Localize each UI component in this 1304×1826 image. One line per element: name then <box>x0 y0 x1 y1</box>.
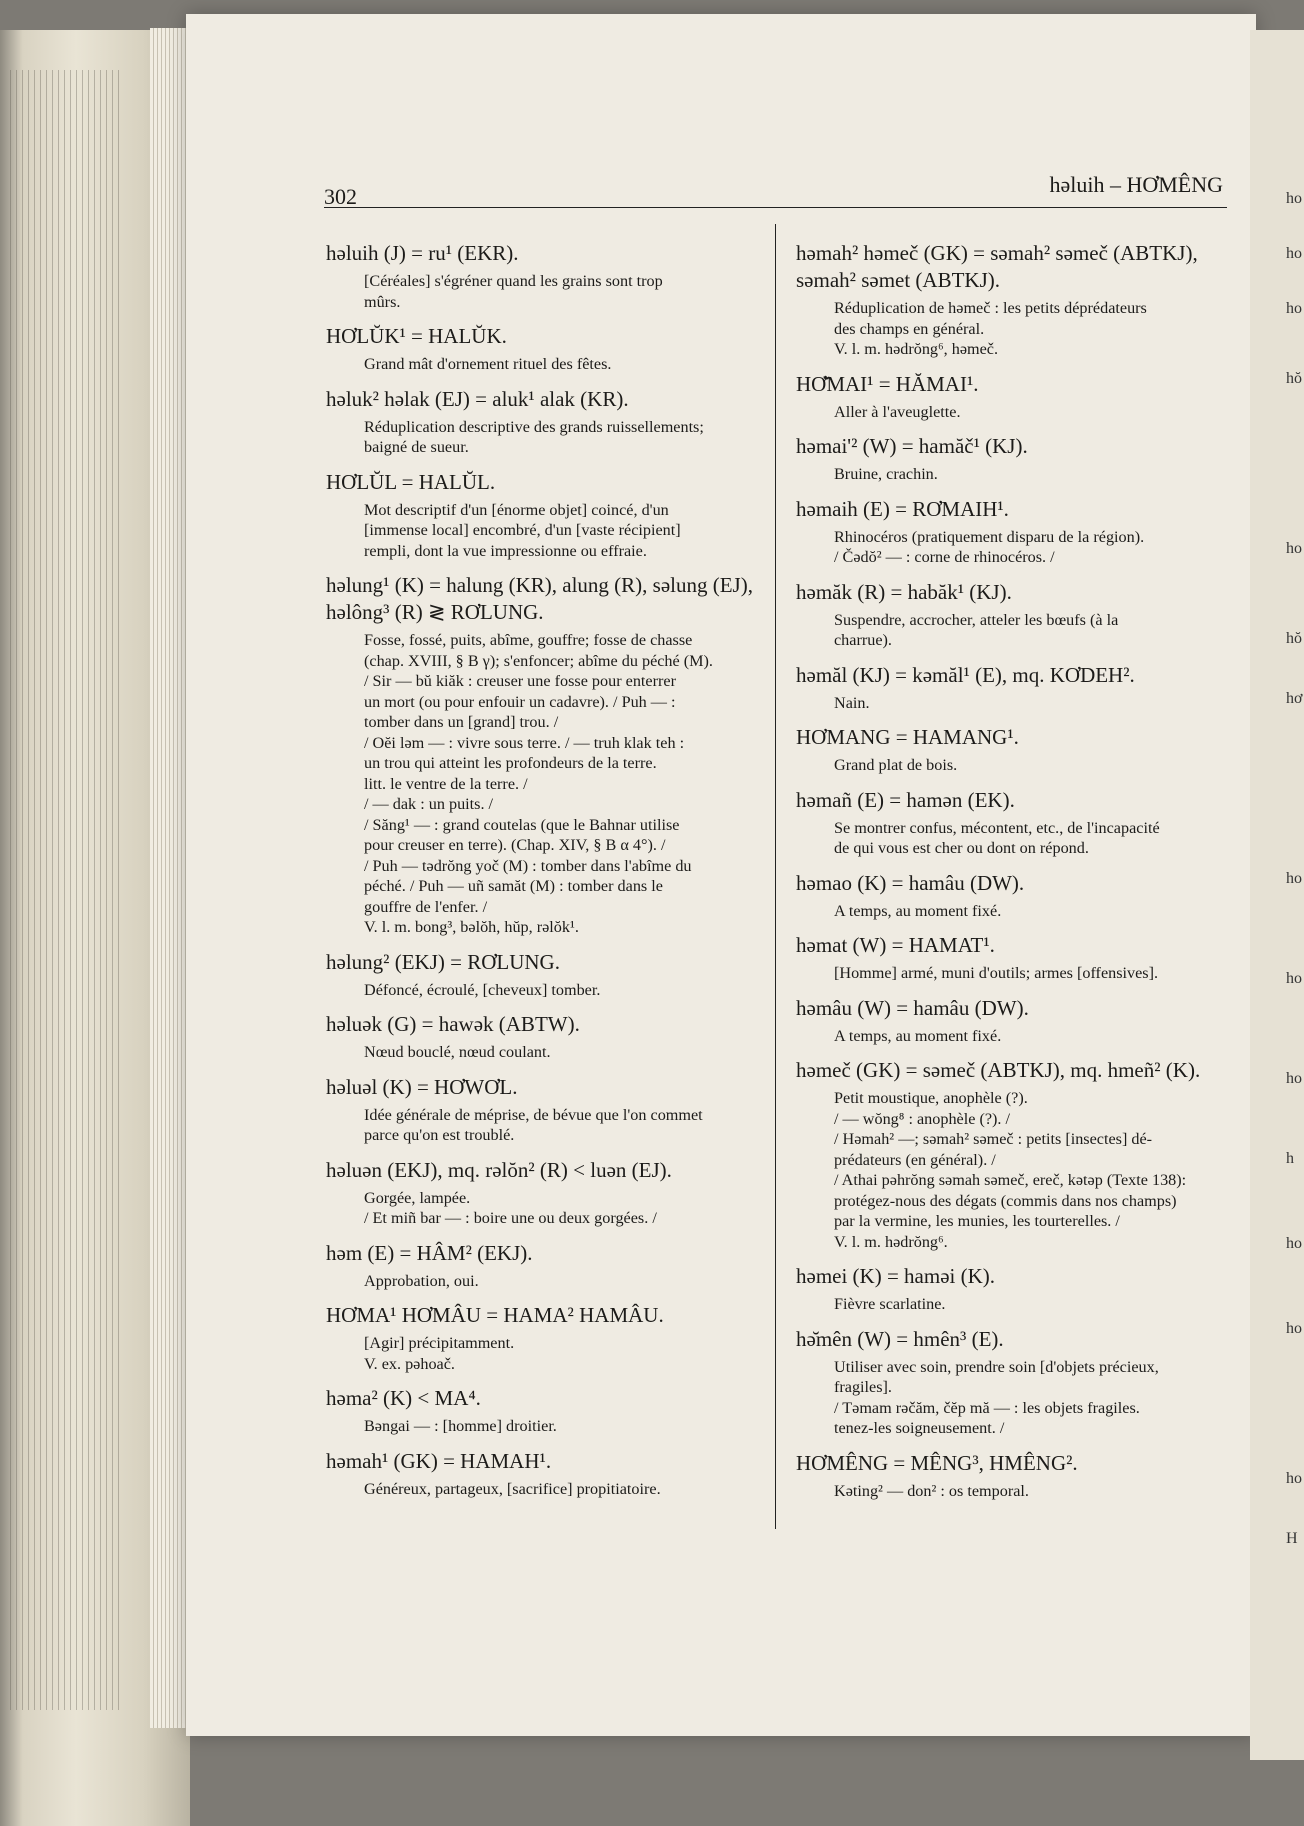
definition-line: Petit moustique, anophèle (?). <box>834 1089 1028 1107</box>
facing-page-word: ho <box>1286 1070 1302 1087</box>
dictionary-entry <box>796 662 1228 714</box>
dictionary-entry <box>796 724 1228 776</box>
dictionary-entry <box>326 1157 758 1229</box>
entry-headword: həluək (G) = hawək (ABTW). <box>326 1012 580 1036</box>
dictionary-entry <box>326 1448 758 1500</box>
dictionary-entry <box>326 1011 758 1063</box>
entry-definition <box>796 464 1228 485</box>
entry-definition <box>326 1416 758 1437</box>
facing-page-word: ho <box>1286 1470 1302 1487</box>
definition-line: / — wŏng⁸ : anophèle (?). / <box>834 1109 1011 1128</box>
entry-definition <box>326 1105 758 1146</box>
definition-line: prédateurs (en général). / <box>834 1150 996 1169</box>
definition-line: / Et miñ bar — : boire une ou deux gorgées. / <box>364 1209 657 1227</box>
entry-headword: HƠMA¹ HƠMÂU = HAMA² HAMÂU. <box>326 1303 664 1327</box>
entry-definition <box>326 630 758 938</box>
entry-headword: HƠLŬL = HALŬL. <box>326 469 496 494</box>
definition-line: [Agir] précipitamment. <box>364 1334 515 1352</box>
definition-line: / Săng¹ — : grand coutelas (que le Bahnar utilise <box>364 815 680 834</box>
entry-definition <box>796 610 1228 651</box>
entry-headword: həma² (K) < MA⁴. <box>326 1386 481 1410</box>
definition-line: des champs en général. <box>834 319 985 338</box>
definition-line: Utiliser avec soin, prendre soin [d'objets précieux, <box>834 1357 1159 1376</box>
entry-definition <box>326 417 758 458</box>
dictionary-entry <box>326 949 758 1001</box>
facing-page-word: ho <box>1286 245 1302 262</box>
definition-line: mûrs. <box>364 292 401 311</box>
dictionary-entry <box>796 787 1228 859</box>
facing-page-word: ho <box>1286 540 1302 557</box>
definition-line: Mot descriptif d'un [énorme objet] coincé, d'un <box>364 500 669 519</box>
definition-line: / Həmah² —; səmah² səmeč : petits [insectes] dé- <box>834 1130 1153 1148</box>
entry-headword: həmaih (E) = RƠMAIH¹. <box>796 496 1009 521</box>
dictionary-entry <box>326 572 758 938</box>
entry-definition <box>326 354 758 375</box>
entry-headword: həmai'² (W) = hamăč¹ (KJ). <box>796 434 1028 458</box>
definition-line: Fosse, fossé, puits, abîme, gouffre; fosse de chasse <box>364 631 693 649</box>
definition-line: / — dak : un puits. / <box>364 795 494 813</box>
dictionary-entry <box>796 870 1228 922</box>
definition-line: charrue). <box>834 631 892 649</box>
entry-definition <box>796 1088 1228 1252</box>
facing-page-word: ho <box>1286 300 1302 317</box>
entry-definition <box>326 1333 758 1374</box>
entry-definition <box>796 1481 1228 1502</box>
column-divider <box>775 224 776 1529</box>
definition-line: Gorgée, lampée. <box>364 1188 471 1207</box>
definition-line: V. l. m. bong³, bəlŏh, hŭp, rəlŏk¹. <box>364 918 579 936</box>
dictionary-entry <box>326 1302 758 1374</box>
entry-definition <box>326 1479 758 1500</box>
entry-headword: HƠ̆MAI¹ = HĂMAI¹. <box>796 371 979 396</box>
dictionary-entry <box>796 1057 1228 1252</box>
definition-line: gouffre de l'enfer. / <box>364 897 488 916</box>
entry-definition <box>326 271 758 312</box>
dictionary-entry <box>326 1074 758 1146</box>
dictionary-entry <box>326 469 758 562</box>
definition-line: Réduplication de həmeč : les petits déprédateurs <box>834 299 1147 317</box>
page-number: 302 <box>324 184 357 209</box>
entry-definition <box>796 755 1228 776</box>
facing-page-word: h <box>1286 1150 1294 1167</box>
entry-headword: həmañ (E) = hamən (EK). <box>796 787 1015 812</box>
definition-line: [Céréales] s'égréner quand les grains sont trop <box>364 272 663 290</box>
dictionary-entry <box>326 323 758 375</box>
dictionary-entry <box>796 496 1228 568</box>
definition-line: Rhinocéros (pratiquement disparu de la région). <box>834 527 1145 546</box>
facing-page-word: ho <box>1286 1235 1302 1252</box>
entry-definition <box>796 818 1228 859</box>
entry-definition <box>326 1271 758 1292</box>
dictionary-entry <box>796 433 1228 485</box>
definition-line: parce qu'on est troublé. <box>364 1126 515 1144</box>
entry-definition <box>796 298 1228 360</box>
dictionary-entry <box>796 995 1228 1047</box>
definition-line: A temps, au moment fixé. <box>834 1026 1002 1045</box>
definition-line: un trou qui atteint les profondeurs de la terre. <box>364 754 657 772</box>
right-column <box>796 240 1228 1512</box>
definition-line: / Təmam rəčăm, čĕp mă — : les objets fragiles. <box>834 1398 1140 1417</box>
facing-page-word: ho <box>1286 870 1302 887</box>
facing-page-word: ho <box>1286 1320 1302 1337</box>
header-rule <box>324 207 1227 208</box>
definition-line: fragiles]. <box>834 1378 892 1396</box>
entry-definition <box>326 500 758 562</box>
dictionary-entry <box>796 932 1228 984</box>
definition-line: V. l. m. hədrŏng⁶. <box>834 1232 948 1251</box>
definition-line: / Athai pəhrŏng səmah səmeč, ereč, kətəp (Texte 138): <box>834 1171 1187 1189</box>
entry-headword: həluk² həlak (EJ) = aluk¹ alak (KR). <box>326 386 629 411</box>
entry-headword: həluən (EKJ), mq. rəlŏn² (R) < luən (EJ). <box>326 1157 672 1182</box>
definition-line: (chap. XVIII, § B γ); s'enfoncer; abîme du péché (M). <box>364 651 713 670</box>
definition-line: / Oĕi ləm — : vivre sous terre. / — truh klak teh : <box>364 733 685 752</box>
entry-headword: həluih (J) = ru¹ (EKR). <box>326 241 519 265</box>
definition-line: Bəngai — : [homme] droitier. <box>364 1417 557 1435</box>
facing-page-word: ho <box>1286 970 1302 987</box>
dictionary-entry <box>796 579 1228 651</box>
facing-page-word: H <box>1286 1530 1298 1547</box>
definition-line: rempli, dont la vue impressionne ou effraie. <box>364 541 647 560</box>
definition-line: Suspendre, accrocher, atteler les bœufs (à la <box>834 610 1119 629</box>
dictionary-entry <box>796 240 1228 360</box>
definition-line: litt. le ventre de la terre. / <box>364 774 528 793</box>
definition-line: / Čədŏ² — : corne de rhinocéros. / <box>834 548 1055 566</box>
entry-headword: həmah¹ (GK) = HAMAH¹. <box>326 1448 552 1473</box>
entry-definition <box>796 1026 1228 1047</box>
definition-line: pour creuser en terre). (Chap. XIV, § B α 4°). / <box>364 836 666 854</box>
definition-line: Réduplication descriptive des grands ruissellements; <box>364 417 704 436</box>
definition-line: un mort (ou pour enfouir un cadavre). / Puh — : <box>364 692 676 711</box>
definition-line: Approbation, oui. <box>364 1271 479 1290</box>
entry-headword: həmah² həmeč (GK) = səmah² səmeč (ABTKJ), səmah² səmet (ABTKJ). <box>796 241 1198 292</box>
definition-line: [Homme] armé, muni d'outils; armes [offensives]. <box>834 964 1159 982</box>
definition-line: / Puh — tədrŏng yoč (M) : tomber dans l'abîme du <box>364 856 692 875</box>
definition-line: Défoncé, écroulé, [cheveux] tomber. <box>364 980 601 999</box>
entry-definition <box>326 1188 758 1229</box>
definition-line: péché. / Puh — uñ samăt (M) : tomber dans le <box>364 877 663 895</box>
definition-line: Idée générale de méprise, de bévue que l'on commet <box>364 1105 703 1124</box>
dictionary-entry <box>796 1326 1228 1439</box>
entry-headword: HƠLŬK¹ = HALŬK. <box>326 324 507 348</box>
dictionary-entry <box>326 386 758 458</box>
definition-line: [immense local] encombré, d'un [vaste récipient] <box>364 521 681 539</box>
left-column <box>326 240 758 1510</box>
entry-headword: həmao (K) = hamâu (DW). <box>796 870 1025 895</box>
running-head: həluih – HƠMÊNG <box>1049 172 1223 197</box>
entry-headword: həluəl (K) = HƠWƠL. <box>326 1074 518 1099</box>
entry-definition <box>796 402 1228 423</box>
entry-headword: həmăk (R) = habăk¹ (KJ). <box>796 579 1012 604</box>
facing-page-word: ho <box>1286 190 1302 207</box>
definition-line: tomber dans un [grand] trou. / <box>364 713 559 731</box>
entry-definition <box>326 1042 758 1063</box>
entry-definition <box>796 963 1228 984</box>
definition-line: de qui vous est cher ou dont on répond. <box>834 839 1089 857</box>
entry-headword: hə̆mên (W) = hmên³ (E). <box>796 1326 1004 1351</box>
facing-page-edge <box>1250 30 1304 1760</box>
dictionary-entry <box>796 1450 1228 1502</box>
definition-line: Fièvre scarlatine. <box>834 1295 946 1313</box>
facing-page-word: hŏ <box>1286 630 1302 647</box>
definition-line: A temps, au moment fixé. <box>834 901 1002 920</box>
entry-headword: həm (E) = HÂM² (EKJ). <box>326 1240 533 1265</box>
definition-line: V. l. m. hədrŏng⁶, həmeč. <box>834 340 999 358</box>
dictionary-entry <box>796 1263 1228 1315</box>
definition-line: / Sir — bŭ kiăk : creuser une fosse pour enterrer <box>364 672 676 690</box>
definition-line: Grand plat de bois. <box>834 756 958 774</box>
entry-definition <box>796 901 1228 922</box>
entry-headword: həlung¹ (K) = halung (KR), alung (R), səlung (EJ), həlông³ (R) ≷ RƠLUNG. <box>326 573 753 624</box>
entry-headword: HƠMÊNG = MÊNG³, HMÊNG². <box>796 1450 1078 1475</box>
definition-line: protégez-nous des dégats (commis dans nos champs) <box>834 1191 1177 1210</box>
dictionary-entry <box>326 1240 758 1292</box>
facing-page-word: hơ <box>1286 690 1303 707</box>
definition-line: Grand mât d'ornement rituel des fêtes. <box>364 355 612 373</box>
entry-definition <box>796 693 1228 714</box>
entry-headword: həmei (K) = haməi (K). <box>796 1264 996 1288</box>
dictionary-entry <box>326 240 758 312</box>
definition-line: Nain. <box>834 693 870 712</box>
entry-headword: həmat (W) = HAMAT¹. <box>796 933 995 957</box>
definition-line: V. ex. pəhoač. <box>364 1354 455 1373</box>
definition-line: tenez-les soigneusement. / <box>834 1419 1005 1437</box>
facing-page-word: hŏ <box>1286 370 1302 387</box>
entry-headword: HƠMANG = HAMANG¹. <box>796 725 1019 749</box>
entry-headword: həmeč (GK) = səmeč (ABTKJ), mq. hmeñ² (K). <box>796 1058 1201 1082</box>
entry-definition <box>796 1357 1228 1439</box>
definition-line: par la vermine, les munies, les tourterelles. / <box>834 1212 1120 1230</box>
dictionary-entry <box>796 371 1228 423</box>
entry-definition <box>796 1294 1228 1315</box>
definition-line: Bruine, crachin. <box>834 465 938 483</box>
entry-definition <box>326 980 758 1001</box>
dictionary-entry <box>326 1385 758 1437</box>
entry-definition <box>796 527 1228 568</box>
definition-line: Se montrer confus, mécontent, etc., de l'incapacité <box>834 818 1160 837</box>
definition-line: Kəting² — don² : os temporal. <box>834 1481 1029 1500</box>
definition-line: baigné de sueur. <box>364 438 469 456</box>
definition-line: Généreux, partageux, [sacrifice] propitiatoire. <box>364 1479 661 1498</box>
entry-headword: həlung² (EKJ) = RƠLUNG. <box>326 949 560 974</box>
entry-headword: həmâu (W) = hamâu (DW). <box>796 995 1029 1020</box>
page-stack-lines <box>10 70 120 1710</box>
definition-line: Nœud bouclé, nœud coulant. <box>364 1043 551 1061</box>
entry-headword: həmăl (KJ) = kəmăl¹ (E), mq. KƠDEH². <box>796 662 1135 687</box>
definition-line: Aller à l'aveuglette. <box>834 402 961 421</box>
